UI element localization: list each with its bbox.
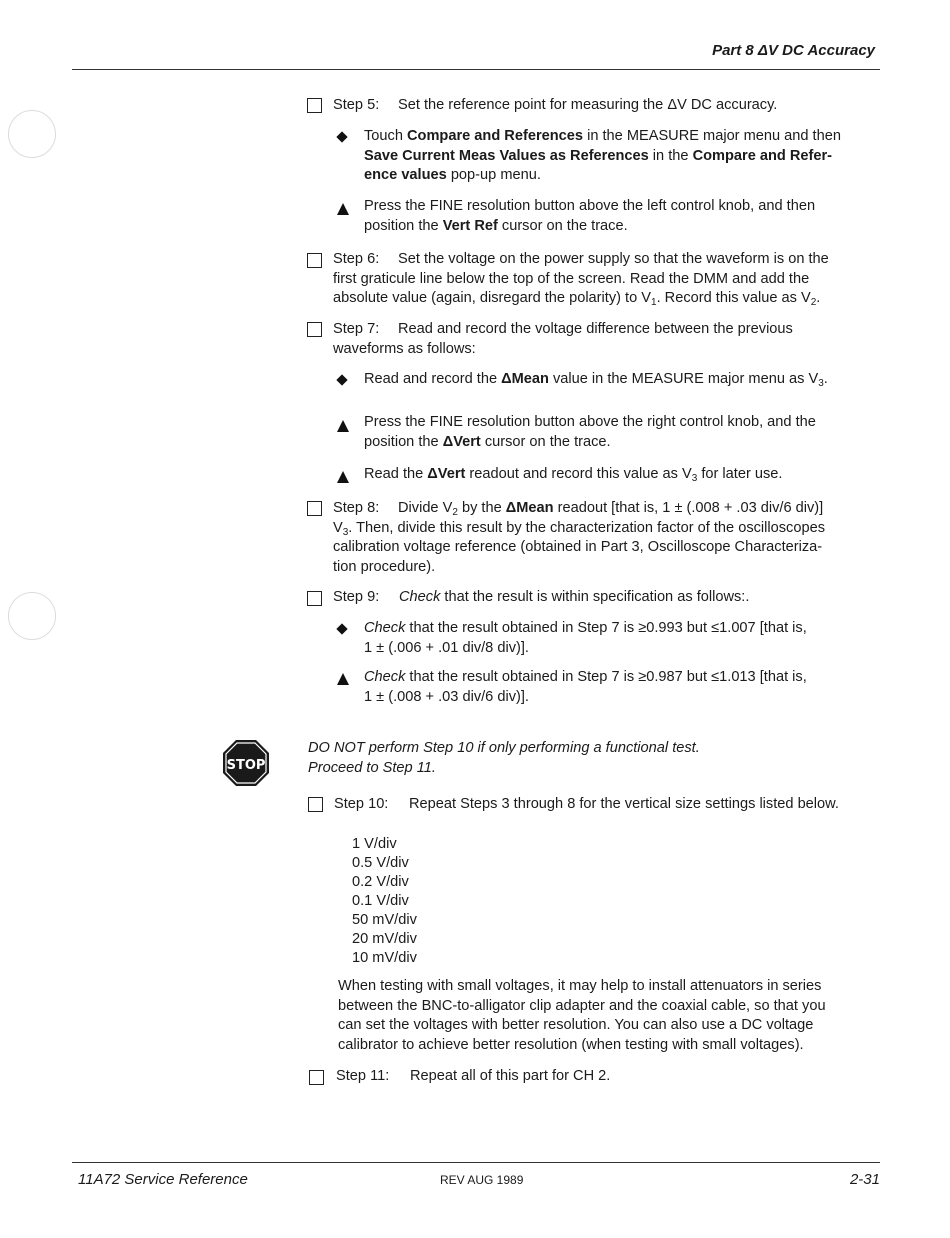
check-keyword: Check bbox=[364, 620, 406, 636]
text: waveforms as follows: bbox=[333, 340, 476, 357]
text: can set the voltages with better resolution. You can also use a DC voltage bbox=[338, 1017, 814, 1033]
text: readout [that is, 1 ± (.008 + .03 div/6 div)] bbox=[553, 500, 824, 516]
step7-bullet1 bbox=[364, 370, 828, 390]
menu-name: Compare and References bbox=[407, 128, 584, 144]
text: . Then, divide this result by the characterization factor of the oscilloscopes bbox=[348, 519, 826, 536]
step10-label: Step 10: bbox=[334, 796, 389, 812]
text: calibrator to achieve better resolution (when testing with small voltages). bbox=[338, 1036, 804, 1053]
binder-hole-mark bbox=[8, 592, 56, 640]
vertical-size-settings-list bbox=[352, 835, 417, 968]
text: Repeat Steps 3 through 8 for the vertical size settings listed below. bbox=[409, 796, 839, 812]
triangle-bullet-icon bbox=[337, 203, 349, 215]
menu-name: Compare and Refer- bbox=[692, 147, 833, 164]
binder-hole-mark bbox=[8, 110, 56, 158]
text: that the result obtained in Step 7 is ≥0.993 but ≤1.007 [that is, bbox=[405, 620, 807, 636]
text: cursor on the trace. bbox=[497, 217, 628, 234]
menu-name: Save Current Meas Values as References bbox=[364, 147, 649, 164]
step5-line bbox=[333, 96, 777, 116]
text: Divide V bbox=[398, 500, 453, 516]
text: pop-up menu. bbox=[446, 167, 541, 183]
step10-line bbox=[334, 795, 839, 815]
step9-bullet2 bbox=[364, 668, 807, 707]
subscript: 2 bbox=[810, 297, 817, 308]
cursor-name: ΔVert bbox=[442, 433, 481, 450]
step8-checkbox-icon bbox=[307, 501, 322, 516]
text: Read and record the voltage difference between the previous bbox=[398, 321, 793, 337]
diamond-bullet-icon bbox=[336, 131, 347, 142]
text: . bbox=[823, 371, 828, 387]
step6-checkbox-icon bbox=[307, 253, 322, 268]
stop-note bbox=[308, 739, 700, 778]
menu-name: ence values bbox=[364, 167, 447, 183]
step6-label: Step 6: bbox=[333, 251, 380, 267]
text: DO NOT perform Step 10 if only performing a functional test. bbox=[308, 740, 700, 756]
step5-bullet2 bbox=[364, 197, 815, 236]
step11-checkbox-icon bbox=[309, 1070, 324, 1085]
step7-label: Step 7: bbox=[333, 321, 380, 337]
text: Read the bbox=[364, 466, 428, 482]
text: value in the MEASURE major menu as V bbox=[548, 371, 819, 387]
list-item: 20 mV/div bbox=[352, 931, 417, 947]
list-item: 50 mV/div bbox=[352, 912, 417, 928]
text: that the result obtained in Step 7 is ≥0.987 but ≤1.013 [that is, bbox=[405, 669, 807, 685]
triangle-bullet-icon bbox=[337, 673, 349, 685]
footer-manual-title: 11A72 Service Reference bbox=[78, 1171, 248, 1188]
step6-para bbox=[333, 250, 829, 309]
list-item: 10 mV/div bbox=[352, 950, 417, 966]
text: that the result is within specification as follows:. bbox=[440, 589, 750, 605]
text: in the bbox=[648, 147, 693, 164]
list-item: 0.5 V/div bbox=[352, 855, 409, 871]
cursor-name: Vert Ref bbox=[442, 217, 498, 234]
text: Repeat all of this part for CH 2. bbox=[410, 1068, 611, 1084]
text: between the BNC-to-alligator clip adapter and the coaxial cable, so that you bbox=[338, 997, 826, 1014]
footer-revision: REV AUG 1989 bbox=[440, 1173, 524, 1187]
triangle-bullet-icon bbox=[337, 420, 349, 432]
step5-text: Set the reference point for measuring the ΔV DC accuracy. bbox=[398, 97, 778, 113]
step7-para bbox=[333, 320, 793, 359]
subscript: 3 bbox=[818, 378, 824, 389]
text: Proceed to Step 11. bbox=[308, 759, 436, 776]
stop-sign-label: STOP bbox=[226, 758, 266, 773]
step7-bullet3 bbox=[364, 465, 782, 485]
stop-sign-icon bbox=[222, 739, 270, 787]
text: 1 ± (.008 + .03 div/6 div)]. bbox=[364, 688, 529, 705]
subscript: 3 bbox=[342, 526, 349, 538]
triangle-bullet-icon bbox=[337, 471, 349, 483]
readout-name: ΔMean bbox=[505, 500, 554, 516]
text: cursor on the trace. bbox=[480, 433, 611, 450]
step9-bullet1 bbox=[364, 619, 807, 658]
header-rule bbox=[72, 69, 880, 70]
diamond-bullet-icon bbox=[336, 623, 347, 634]
step11-label: Step 11: bbox=[336, 1068, 390, 1084]
text: Press the FINE resolution button above the right control knob, and the bbox=[364, 414, 816, 430]
text: . bbox=[816, 290, 821, 306]
text: Set the voltage on the power supply so that the waveform is on the bbox=[398, 251, 829, 267]
step11-line bbox=[336, 1067, 610, 1087]
step10-checkbox-icon bbox=[308, 797, 323, 812]
text: readout and record this value as V bbox=[465, 466, 692, 482]
text: absolute value (again, disregard the polarity) to V bbox=[333, 290, 652, 306]
step5-checkbox-icon bbox=[307, 98, 322, 113]
list-item: 0.1 V/div bbox=[352, 893, 409, 909]
subscript: 1 bbox=[651, 297, 657, 308]
page-header-title: Part 8 ΔV DC Accuracy bbox=[712, 42, 875, 59]
text: V bbox=[333, 519, 343, 536]
diamond-bullet-icon bbox=[336, 374, 347, 385]
step5-bullet1 bbox=[364, 127, 841, 186]
list-item: 0.2 V/div bbox=[352, 874, 409, 890]
text: . Record this value as V bbox=[656, 290, 811, 306]
text: by the bbox=[457, 500, 506, 516]
step5-label: Step 5: bbox=[333, 97, 380, 113]
text: Touch bbox=[364, 128, 407, 144]
footer-page-number: 2-31 bbox=[849, 1171, 880, 1188]
step8-label: Step 8: bbox=[333, 500, 380, 516]
text: 1 ± (.006 + .01 div/8 div)]. bbox=[364, 639, 529, 656]
subscript: 3 bbox=[691, 473, 698, 484]
text: Press the FINE resolution button above the left control knob, and then bbox=[364, 198, 816, 214]
footer-rule bbox=[72, 1162, 880, 1163]
step9-label: Step 9: bbox=[333, 589, 380, 605]
text: Read and record the bbox=[364, 371, 502, 387]
step9-checkbox-icon bbox=[307, 591, 322, 606]
step7-checkbox-icon bbox=[307, 322, 322, 337]
step9-line bbox=[333, 588, 749, 608]
text: calibration voltage reference (obtained in Part 3, Oscilloscope Characteriza- bbox=[333, 539, 823, 555]
text: for later use. bbox=[697, 466, 783, 482]
step10-note-para bbox=[338, 977, 826, 1055]
measurement-name: ΔMean bbox=[501, 371, 549, 387]
subscript: 2 bbox=[452, 507, 458, 518]
text: first graticule line below the top of the screen. Read the DMM and add the bbox=[333, 270, 810, 287]
text: tion procedure). bbox=[333, 558, 436, 575]
text: When testing with small voltages, it may help to install attenuators in series bbox=[338, 978, 822, 994]
text: in the MEASURE major menu and then bbox=[583, 128, 841, 144]
list-item: 1 V/div bbox=[352, 836, 397, 852]
step7-bullet2 bbox=[364, 413, 816, 452]
check-keyword: Check bbox=[399, 589, 441, 605]
text: position the bbox=[364, 217, 443, 234]
check-keyword: Check bbox=[364, 669, 406, 685]
text: position the bbox=[364, 433, 443, 450]
readout-name: ΔVert bbox=[427, 466, 466, 482]
step8-para bbox=[333, 499, 825, 577]
